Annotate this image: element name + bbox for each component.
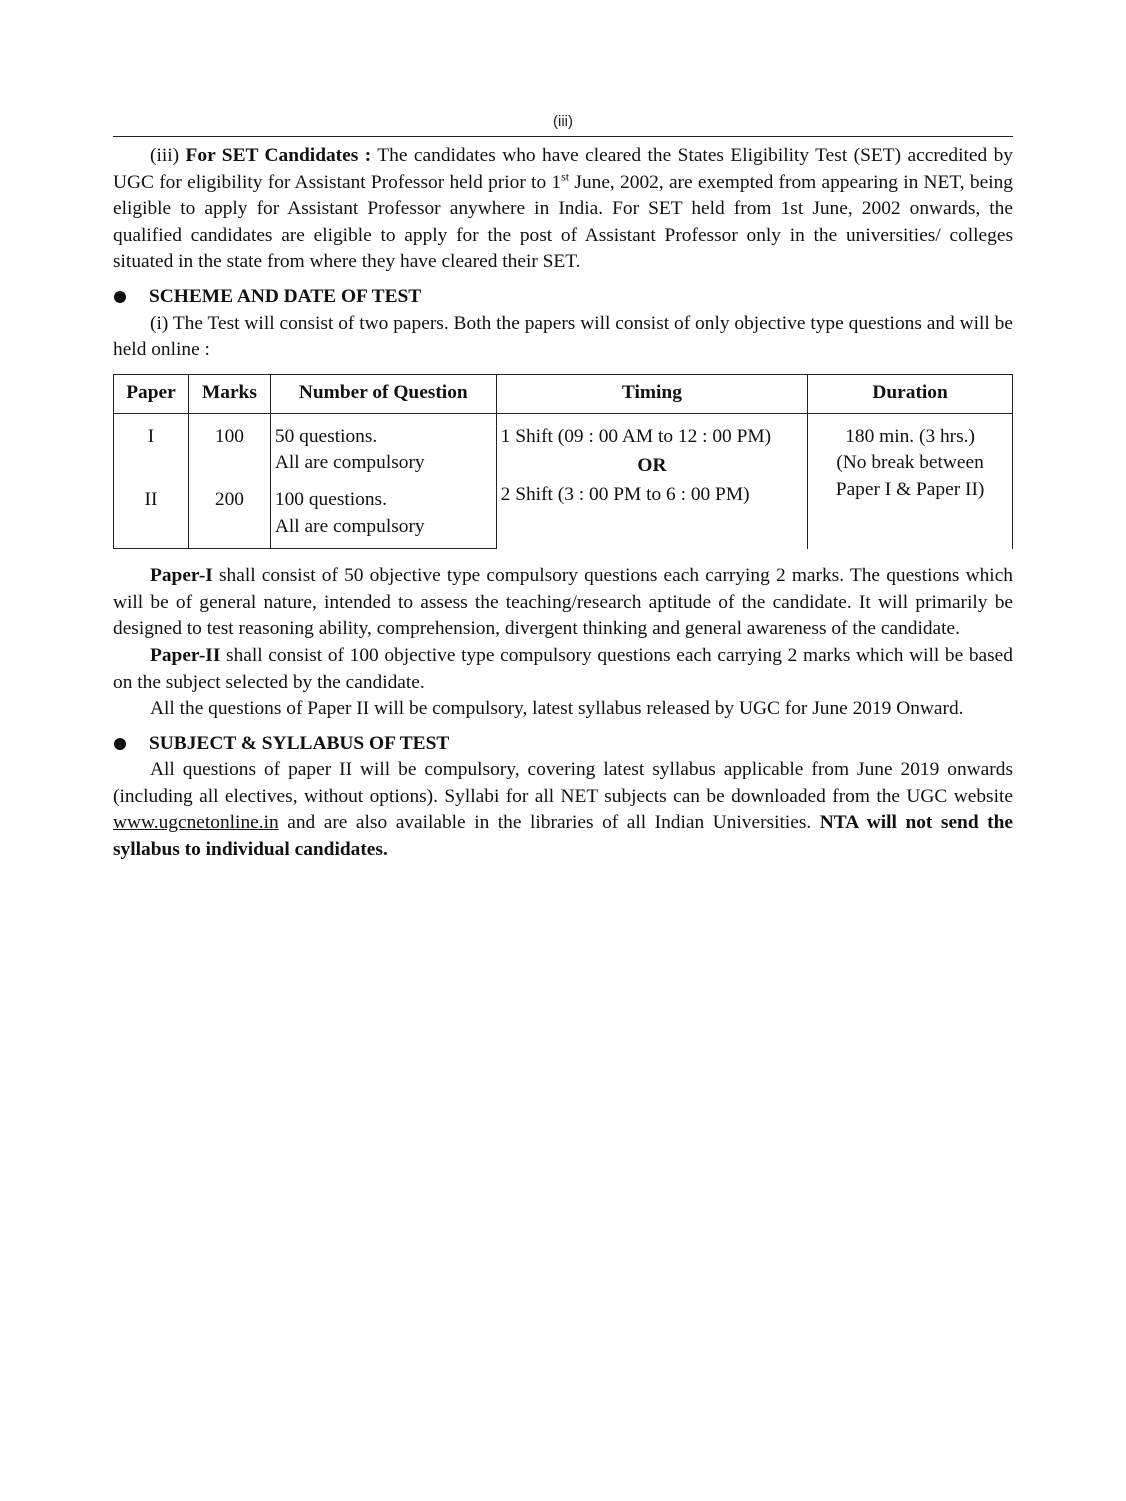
cell-marks: 100 xyxy=(188,413,270,477)
duration-line-2: (No break between xyxy=(836,452,984,474)
questions-note: All are compulsory xyxy=(274,452,425,474)
bullet-icon xyxy=(114,738,126,750)
bullet-icon xyxy=(114,291,126,303)
cell-duration xyxy=(808,413,1013,548)
syllabus-text-1: All questions of paper II will be compulsory, covering latest syllabus applicable from June 2019 onwards (including all electives, without options). Syllabi for all NET subjects can be downloaded from the UGC website xyxy=(113,759,1013,807)
ugc-website-link[interactable]: www.ugcnetonline.in xyxy=(113,812,279,834)
header-questions: Number of Question xyxy=(270,374,496,413)
timing-or: OR xyxy=(637,455,667,477)
syllabus-paragraph xyxy=(113,757,1013,863)
header-rule xyxy=(113,136,1013,137)
paper2-label: Paper-II xyxy=(150,644,221,666)
timing-shift-1: 1 Shift (09 : 00 AM to 12 : 00 PM) xyxy=(500,425,772,447)
duration-line-3: Paper I & Paper II) xyxy=(835,478,985,500)
paper1-label: Paper-I xyxy=(150,565,213,587)
set-bold-label: For SET Candidates : xyxy=(185,145,372,166)
questions-count: 100 questions. xyxy=(274,488,387,510)
set-text-1: The candidates who have cleared the States Eligibility Test (SET) accredited by UGC for eligibility for Assistant Professor held prior to 1 xyxy=(113,145,1013,193)
duration-line-1: 180 min. (3 hrs.) xyxy=(845,425,975,447)
set-superscript: st xyxy=(561,169,570,184)
scheme-intro: (i) The Test will consist of two papers. Both the papers will consist of only objective type questions and will be held online : xyxy=(113,312,1013,361)
syllabus-heading-text: SUBJECT & SYLLABUS OF TEST xyxy=(149,732,450,754)
cell-questions xyxy=(270,477,496,549)
syllabus-bold-note: NTA will not send the syllabus to individual candidates. xyxy=(113,812,1013,861)
cell-timing xyxy=(496,413,808,548)
cell-paper: II xyxy=(114,477,189,549)
header-marks: Marks xyxy=(188,374,270,413)
set-text-2: June, 2002, are exempted from appearing in NET, being eligible to apply for Assistant Professor anywhere in India. For SET held from 1st June, 2002 onwards, the qualified candidates are eligible to apply for the post of Assistant Professor only in the universities/ colleges situated in the state from where they have cleared their SET. xyxy=(113,171,1013,273)
table-header-row xyxy=(114,374,1013,413)
page-content xyxy=(113,143,1013,864)
syllabus-text-2: and are also available in the libraries of all Indian Universities. xyxy=(278,812,820,834)
syllabus-heading xyxy=(113,731,1013,758)
cell-questions xyxy=(270,413,496,477)
scheme-heading xyxy=(113,284,1013,311)
timing-shift-2: 2 Shift (3 : 00 PM to 6 : 00 PM) xyxy=(500,483,750,505)
table-row xyxy=(114,413,1013,477)
cell-paper: I xyxy=(114,413,189,477)
header-timing: Timing xyxy=(496,374,808,413)
header-paper: Paper xyxy=(114,374,189,413)
scheme-heading-text: SCHEME AND DATE OF TEST xyxy=(149,285,422,307)
paper1-text: shall consist of 50 objective type compulsory questions each carrying 2 marks. The questions which will be of general nature, intended to assess the teaching/research aptitude of the candidate. It will primarily be designed to test reasoning ability, comprehension, divergent thinking and general awareness of the candidate. xyxy=(113,565,1013,640)
paper2-text: shall consist of 100 objective type compulsory questions each carrying 2 marks which will be based on the subject selected by the candidate. xyxy=(113,644,1013,693)
header-duration: Duration xyxy=(808,374,1013,413)
set-candidates-paragraph xyxy=(113,143,1013,276)
paper1-paragraph xyxy=(113,563,1013,643)
set-lead: (iii) xyxy=(150,145,186,166)
questions-count: 50 questions. xyxy=(274,425,378,447)
scheme-table xyxy=(113,374,1013,549)
paper2-paragraph xyxy=(113,643,1013,696)
paper2-note: All the questions of Paper II will be compulsory, latest syllabus released by UGC for June 2019 Onward. xyxy=(150,698,964,720)
cell-marks: 200 xyxy=(188,477,270,549)
questions-note: All are compulsory xyxy=(274,515,425,537)
page-number: (iii) xyxy=(553,113,573,130)
